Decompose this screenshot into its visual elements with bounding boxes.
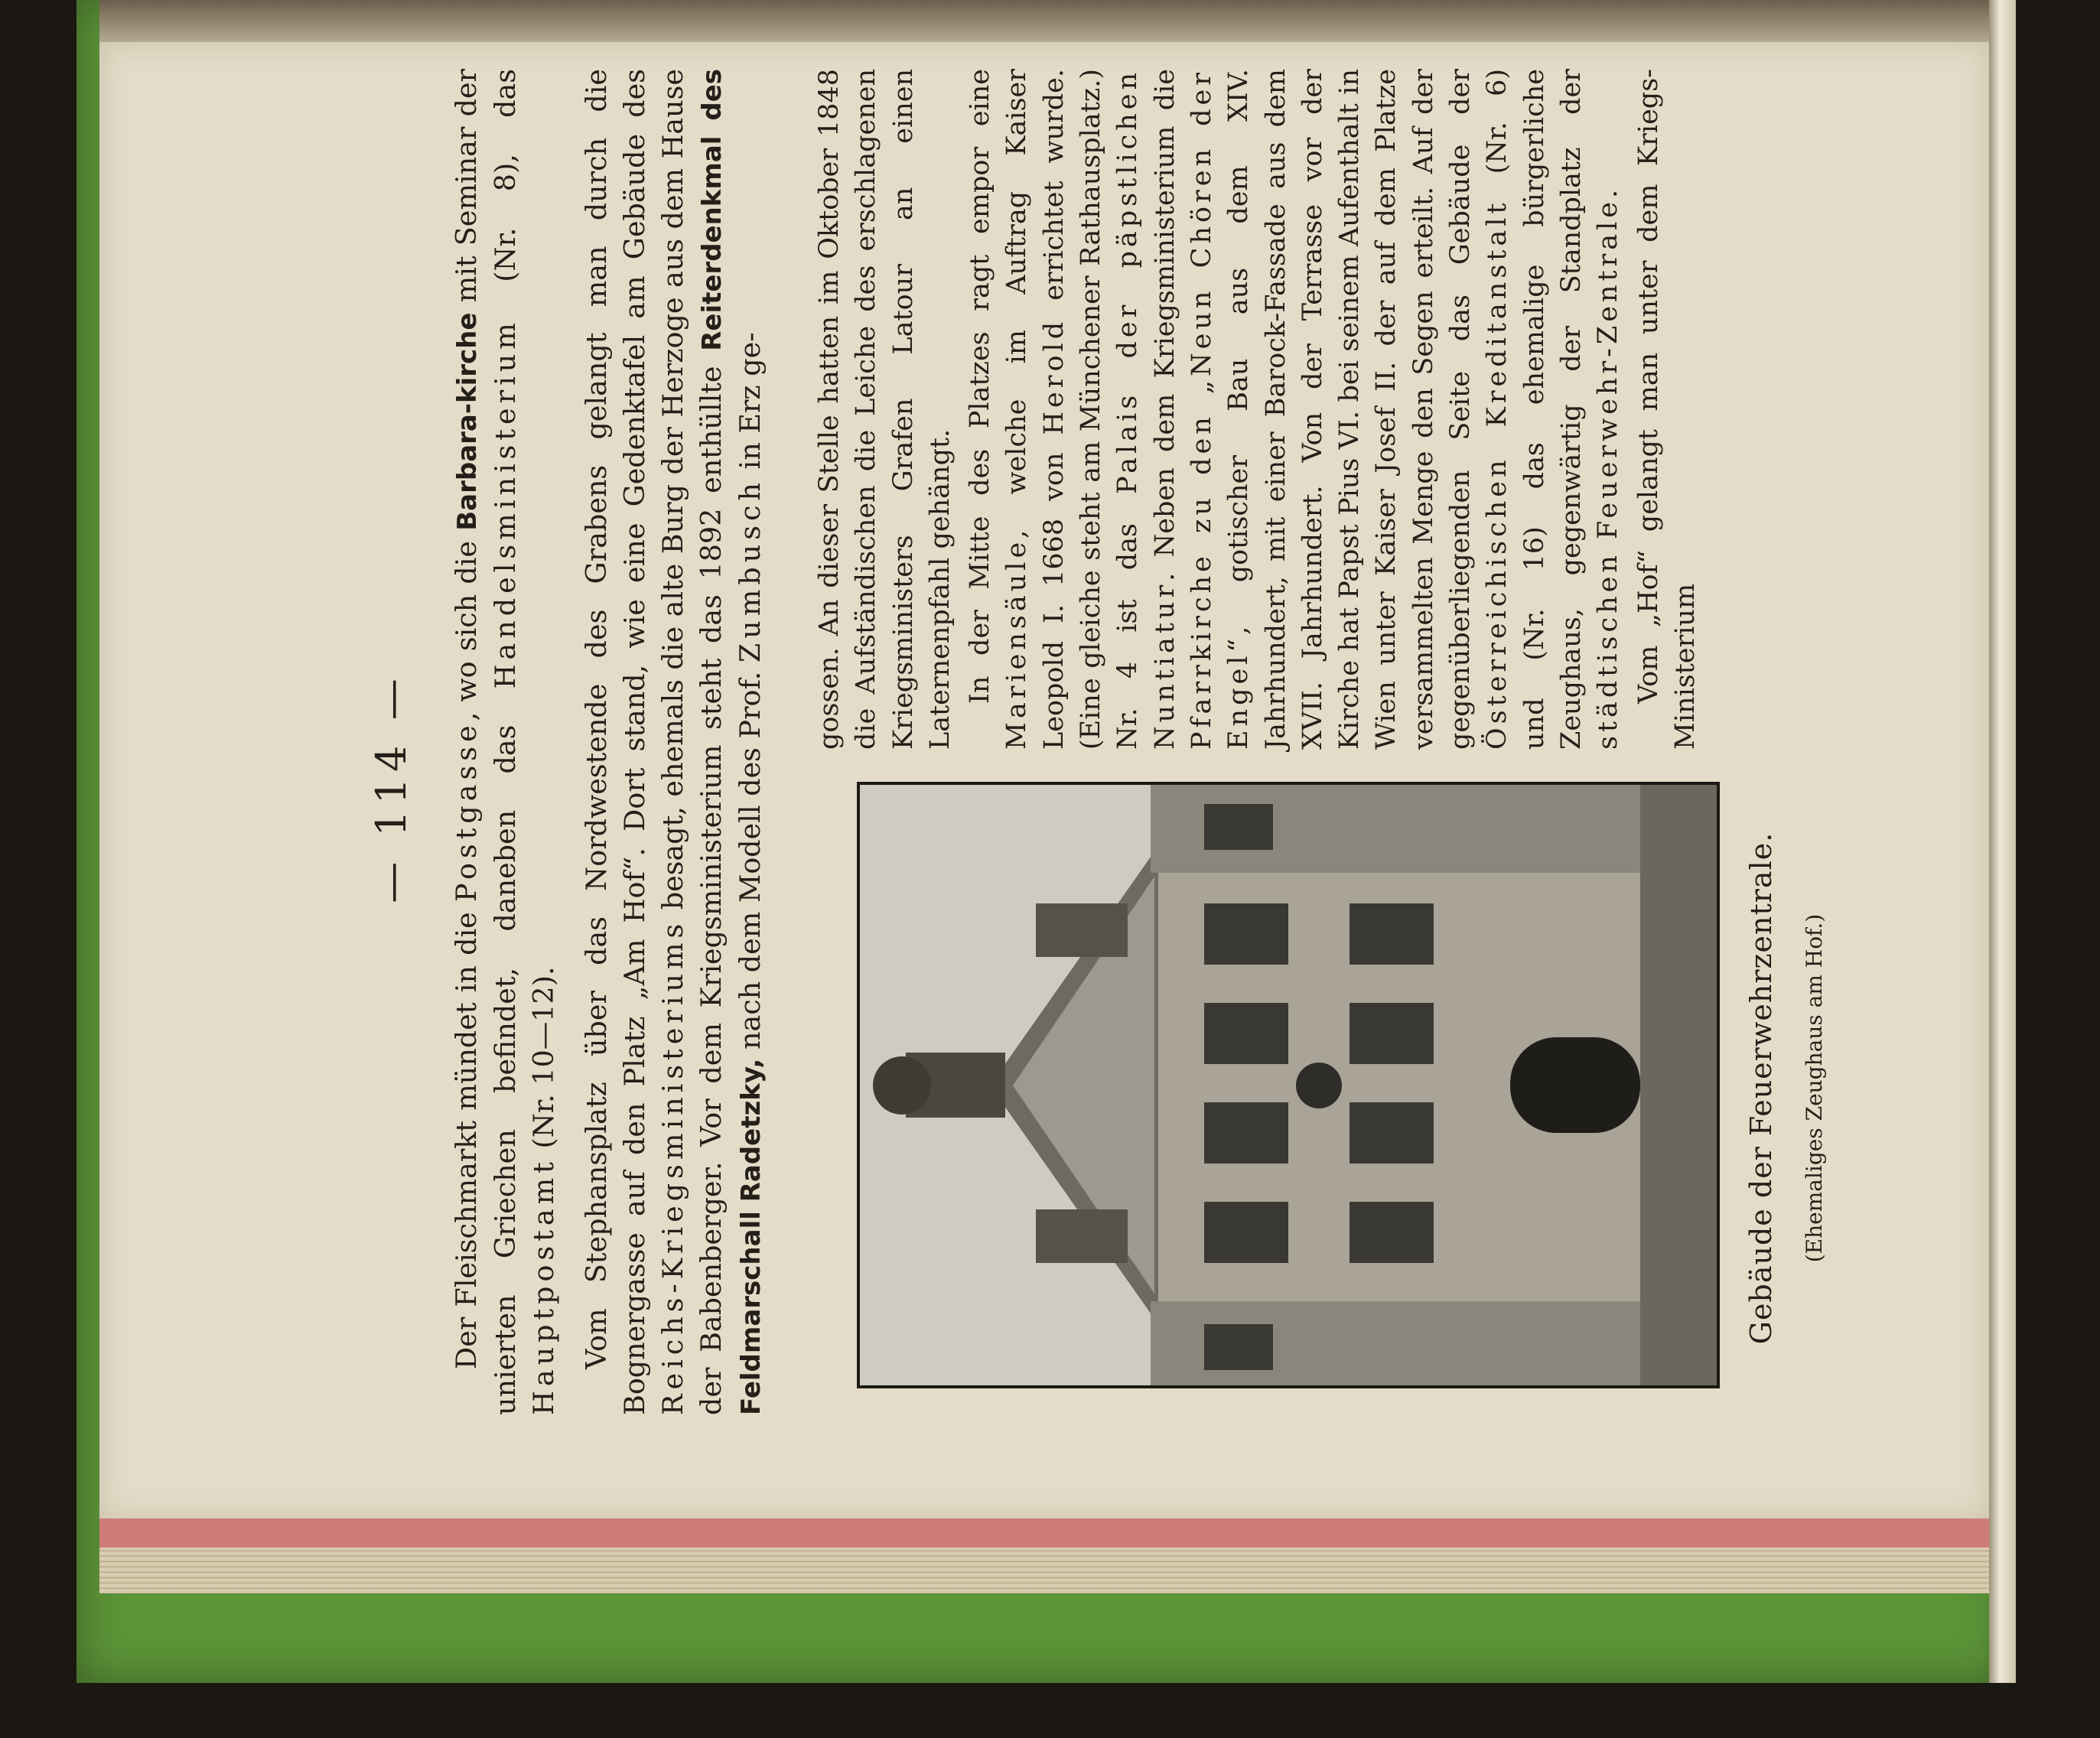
page-edge-leaves bbox=[99, 1548, 1989, 1593]
spaced-postgasse: Postgasse bbox=[450, 721, 483, 903]
right-column bbox=[811, 69, 1704, 750]
building-illustration bbox=[860, 785, 1717, 1385]
figure-subcaption: (Ehemaliges Zeughaus am Hof.) bbox=[1802, 913, 1827, 1263]
rotated-page-content bbox=[184, 61, 1989, 1515]
paragraph-mariensaeule: In der Mitte des Platzes ragt empor eine Mariensäule, welche im Auftrag Kaiser Leopold I. 1668 von Herold errichtet wurde. (Eine gleiche steht am Münchener Rathausplatz.) Nr. 4 ist das Palais der päpstlichen Nuntiatur. Neben dem Kriegsministerium die Pfarrkirche zu den „Neun Chören der Engel“, gotischer Bau aus dem XIV. Jahrhundert, mit einer Barock-Fassade aus dem XVII. Jahrhundert. Von der Terrasse vor der Kirche hat Papst Pius VI. bei seinem Aufenthalt in Wien unter Kaiser Josef II. der auf dem Platze versammelten Menge den Segen erteilt. Auf der gegenüberliegenden Seite das Gebäude der Österreichischen Kreditanstalt (Nr. 6) und (Nr. 16) das ehemalige bürgerliche Zeughaus, gegenwärtig der Standplatz der städtischen Feuerwehr-Zentrale. bbox=[965, 69, 1624, 750]
paragraph-latour: gossen. An dieser Stelle hatten im Oktober 1848 die Aufständischen die Leiche des erschlagenen Kriegsministers Grafen Latour an einen Laternenpfahl gehängt. bbox=[814, 69, 956, 750]
paragraph-am-hof: Vom Stephansplatz über das Nordwestende des Grabens gelangt man durch die Bognergasse auf den Platz „Am Hof“. Dort stand, wie eine Gedenktafel am Gebäude des Reichs-Kriegsministeriums besagt, ehemals die alte Burg der Herzoge aus dem Hause der Babenberger. Vor dem Kriegsministerium steht das 1892 enthüllte Reiterdenkmal des Feldmarschall Radetzky, nach dem Modell des Prof. Zumbusch in Erz ge- bbox=[580, 69, 767, 1415]
paragraph-fleischmarkt: Der Fleischmarkt mündet in die Postgasse, wo sich die Barbara-kirche mit Seminar der unierten Griechen befindet, daneben das Handelsministerium (Nr. 8), das Hauptpostamt (Nr. 10—12). bbox=[450, 69, 560, 1415]
page-number: — 114 — bbox=[367, 672, 415, 903]
figure-caption: Gebäude der Feuerwehrzentrale. bbox=[1744, 832, 1778, 1345]
bold-radetzky: Reiterdenkmal des Feldmarschall Radetzky, bbox=[697, 69, 767, 1415]
paragraph-vom-hof: Vom „Hof“ gelangt man unter dem Kriegs-Ministerium bbox=[1633, 69, 1701, 750]
photo-feuerwehrzentrale bbox=[857, 782, 1720, 1388]
page-edge-red bbox=[99, 1518, 1989, 1548]
bold-barbarakirche: Barbara-kirche bbox=[452, 312, 483, 531]
page-fore-edge bbox=[1989, 0, 2016, 1683]
